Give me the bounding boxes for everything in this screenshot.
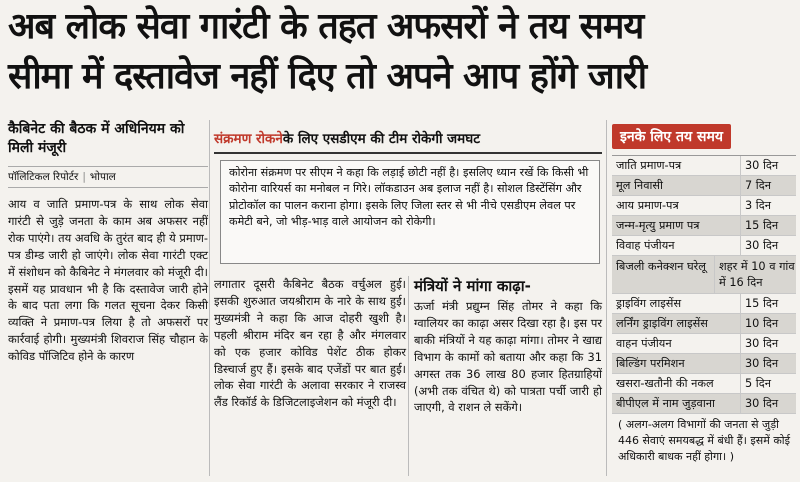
service-name: वाहन पंजीयन [616,337,672,350]
strip-headline-rest: के लिए एसडीएम की टीम रोकेगी जमघट [282,131,481,147]
service-days: शहर में 10 व गांव में 16 दिन [714,256,796,293]
table-row [612,156,796,176]
strip-headline [214,124,602,154]
middle-body-text: लगातार दूसरी कैबिनेट बैठक वर्चुअल हुई। इसकी शुरुआत जयश्रीराम के नारे के साथ हुई। मुख्यमंत्री ने कहा कि आज दोहरी खुशी है। पहली श्रीराम मंदिर बन रहा है और मंगलवार को एक हजार कोविड पेशेंट ठीक होकर डिस्चार्ज हुए हैं। इसके बाद एजेंडों पर बात हुई। लोक सेवा गारंटी के अलावा सरकार ने राजस्व लैंड रिकॉर्ड के डिजिटलाइजेशन को मंजूरी दी। [214,277,406,410]
service-name: खसरा-खतौनी की नकल [616,377,714,390]
service-name: लर्निंग ड्राइविंग लाइसेंस [616,317,708,330]
boxed-text: कोरोना संक्रमण पर सीएम ने कहा कि लड़ाई छोटी नहीं है। इसलिए ध्यान रखें कि किसी भी कोरोना वारियर्स का मनोबल न गिरे। लॉकडाउन अब इलाज नहीं है। सोशल डिस्टेंसिंग और प्रोटोकॉल का पालन कराना होगा। इसके लिए जिला स्तर से भी नीचे एसडीएम लेवल पर कमेटी बने, जो भीड़-भाड़ वाले आयोजन को रोकेगी। [220,160,600,264]
sidebar-note: ( अलग-अलग विभागों की जनता से जुड़ी 446 सेवाएं समयबद्ध में बंधी हैं। इसमें कोई अधिकारी बाधक नहीं होगा। ) [618,418,791,463]
table-row [612,236,796,256]
timeline-sidebar [612,124,796,465]
subhead: कैबिनेट की बैठक में अधिनियम को मिली मंजूरी [8,121,185,156]
table-row [612,256,796,294]
byline-separator: | [82,171,86,183]
headline-line-2: सीमा में दस्तावेज नहीं दिए तो अपने आप होंगे जारी [8,56,647,97]
column-divider [408,276,409,476]
service-days: 30 दिन [740,334,796,353]
table-row [612,216,796,236]
service-name: जन्म-मृत्यु प्रमाण पत्र [616,219,700,232]
service-days: 30 दिन [740,236,796,255]
column-divider [209,120,210,476]
table-row [612,394,796,414]
service-timeline-table [612,155,796,414]
right-column [414,276,602,416]
service-days: 7 दिन [740,176,796,195]
dateline: भोपाल [89,171,116,183]
table-row [612,354,796,374]
service-name: ड्राइविंग लाइसेंस [616,297,682,310]
service-days: 15 दिन [740,294,796,313]
byline [8,166,208,188]
service-name: जाति प्रमाण-पत्र [616,159,682,172]
service-days: 30 दिन [740,394,796,413]
table-row [612,176,796,196]
strip-headline-highlight: संक्रमण रोकने [214,131,283,147]
right-body-text: ऊर्जा मंत्री प्रद्युम्न सिंह तोमर ने कहा कि ग्वालियर का काढ़ा असर दिखा रहा है। इस पर बाकी मंत्रियों ने यह काढ़ा मांगा। तोमर ने खाद्य विभाग के कामों को बताया और कहा कि 31 अगस्त तक 36 लाख 80 हजार हितग्राहियों (अभी तक वंचित थे) को पात्रता पर्ची जारी हो जाएगी, वे राशन ले सकेंगे। [414,299,602,415]
service-name: विवाह पंजीयन [616,239,675,252]
table-row [612,374,796,394]
service-days: 5 दिन [740,374,796,393]
service-days: 30 दिन [740,156,796,175]
left-column [8,120,208,365]
right-column-heading: मंत्रियों ने मांगा काढ़ा- [414,277,531,295]
service-days: 30 दिन [740,354,796,373]
service-name: बीपीएल में नाम जुड़वाना [616,397,715,410]
service-name: बिजली कनेक्शन घरेलू [616,260,706,273]
service-name: आय प्रमाण-पत्र [616,199,679,212]
service-name: मूल निवासी [616,179,663,192]
middle-column [214,276,406,411]
left-body-text: आय व जाति प्रमाण-पत्र के साथ लोक सेवा गारंटी से जुड़े जनता के काम अब अफसर नहीं रोक पाएंगे। तय अवधि के तुरंत बाद ही ये प्रमाण-पत्र डीम्ड जारी हो जाएंगे। लोक सेवा गारंटी एक्ट में संशोधन को कैबिनेट ने मंगलवार को मंजूरी दी। इसमें यह प्रावधान भी है कि दस्तावेज जारी होने के बाद पता लगा कि गलत सूचना देकर किसी व्यक्ति ने प्रमाण-पत्र लिया है तो अफसरों पर कार्रवाई होगी। मुख्यमंत्री शिवराज सिंह चौहान के कोविड पॉजिटिव होने के कारण [8,197,208,364]
table-row [612,196,796,216]
sidebar-title: इनके लिए तय समय [612,124,731,149]
service-days: 3 दिन [740,196,796,215]
table-row [612,334,796,354]
service-days: 10 दिन [740,314,796,333]
column-divider [606,120,607,476]
headline-line-1: अब लोक सेवा गारंटी के तहत अफसरों ने तय समय [8,6,644,47]
table-row [612,314,796,334]
service-name: बिल्डिंग परमिशन [616,357,685,370]
service-days: 15 दिन [740,216,796,235]
headline [8,2,792,102]
byline-author: पॉलिटिकल रिपोर्टर [8,171,79,183]
table-row [612,294,796,314]
